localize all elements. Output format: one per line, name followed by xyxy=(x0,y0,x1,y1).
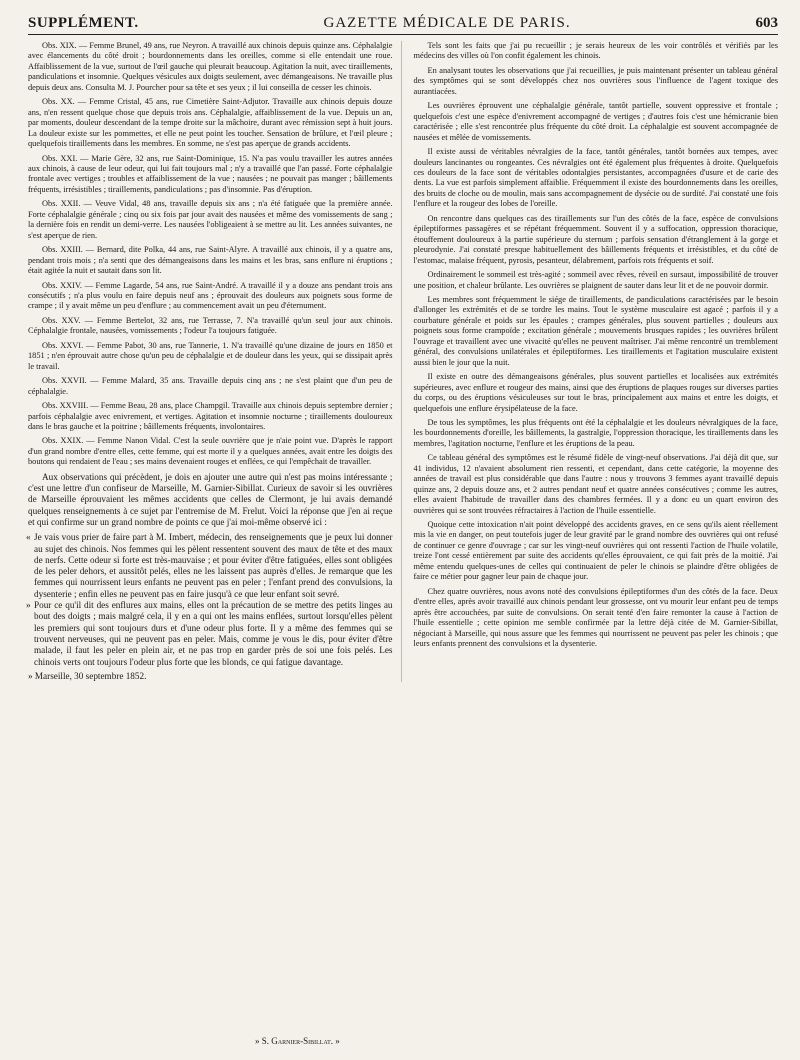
observation-27: Obs. XXVII. — Femme Malard, 35 ans. Travaille depuis cinq ans ; ne s'est plaint que d'un peu de céphalalgie. xyxy=(28,376,393,396)
paragraph-2: En analysant toutes les observations que j'ai recueillies, je puis maintenant présenter un tableau général des symptômes qui se sont développés chez nos ouvrières sous l'influence de l'agent toxique des aurantiacées. xyxy=(413,65,778,96)
paragraph-10: Ce tableau général des symptômes est le résumé fidèle de vingt-neuf observations. J'ai déjà dit que, sur 41 individus, 12 n'avaient absolument rien ressenti, et cependant, dans cette catégorie, la moyenne des années de travail est plus considérable que dans l'autre : nous y trouvons 3 femmes ayant travaillé depuis quinze ans, 2 depuis douze ans, et 2 autres pendant neuf et quatre années consécutives ; comme les autres, elles avaient l'habitude de travailler dans des chambres fermées. Il y a donc eu un quart environ des ouvrières qui se sont trouvées réfractaires à l'action de l'huile essentielle. xyxy=(413,453,778,515)
left-column xyxy=(28,41,402,682)
journal-title: GAZETTE MÉDICALE DE PARIS. xyxy=(323,15,571,31)
letter-intro: Aux observations qui précèdent, je dois en ajouter une autre qui n'est pas moins intéressante ; c'est une lettre d'un confiseur de Marseille, M. Garnier-Sibillat. Curieux de savoir si les ouvrières de Marseille éprouvaient les mêmes accidents que celles de Clermont, je lui avais demandé quelques renseignements à ce sujet par l'entremise de M. Frelut. Voici la réponse que j'en ai reçue et qui confirme sur un grand nombre de points ce que j'ai moi-même observé ici : xyxy=(28,471,393,527)
observation-21: Obs. XXI. — Marie Gère, 32 ans, rue Saint-Dominique, 15. N'a pas voulu travailler les autres années aux chinois, à cause de leur odeur, qui lui fait toujours mal ; n'y a travaillé que l'an passé. Forte céphalalgie frontale avec vertiges ; troubles et affaiblissement de la vue ; nausées ; ne pouvait pas manger ; bâillements fréquents, irrésistibles ; tiraillements, pandiculations ; pas d'insomnie. Pas d'éruption. xyxy=(28,153,393,194)
observation-23: Obs. XXIII. — Bernard, dite Polka, 44 ans, rue Saint-Alyre. A travaillé aux chinois, il y a quatre ans, pendant trois mois ; n'a senti que des démangeaisons dans les mains et les bras, sans enflure ni éruptions ; était agitée la nuit et sautait dans son lit. xyxy=(28,245,393,276)
paragraph-6: Ordinairement le sommeil est très-agité ; sommeil avec rêves, réveil en sursaut, impossibilité de trouver une position, et chaleur brûlante. Les ouvrières se plaignent de sauter dans leur lit et de ne pouvoir dormir. xyxy=(413,270,778,290)
two-column-body xyxy=(28,41,778,682)
section-label: SUPPLÉMENT. xyxy=(28,15,139,31)
observation-26: Obs. XXVI. — Femme Pabot, 30 ans, rue Tannerie, 1. N'a travaillé qu'une dizaine de jours en 1850 et 1851 ; n'en éprouvait autre chose qu'un peu de céphalalgie et de douleur dans les yeux, qui se dissipait après le travail. xyxy=(28,340,393,371)
paragraph-9: De tous les symptômes, les plus fréquents ont été la céphalalgie et les douleurs névralgiques de la face, les bourdonnements d'oreille, les bâillements, la gastralgie, l'oppression thoracique, les tiraillements dans les membres, l'agitation nocturne, l'enflure et les éruptions de la peau. xyxy=(413,417,778,448)
paragraph-3: Les ouvrières éprouvent une céphalalgie générale, tantôt partielle, souvent oppressive et frontale ; quelquefois c'est une espèce d'enivrement accompagné de vertiges ; d'autres fois c'est une hémicranie bien caractérisée ; elle s'est rencontrée plus fréquente du côté droit. La céphalalgie est souvent accompagnée de nausées et mêlée de vomissements. xyxy=(413,101,778,142)
page-number: 603 xyxy=(755,15,778,31)
paragraph-8: Il existe en outre des démangeaisons générales, plus souvent partielles et localisées aux extrémités supérieures, avec enflure et rougeur des mains, ainsi que des éruptions de plaques rouges sur diverses parties du corps, ou des éruptions vésiculeuses sur tout le bras, principalement aux mains et entre les doigts, et quelquefois une enflure érysipélateuse de la face. xyxy=(413,372,778,413)
running-header xyxy=(28,10,778,35)
paragraph-11: Quoique cette intoxication n'ait point développé des accidents graves, en ce sens qu'ils aient réellement mis la vie en danger, on peut toutefois juger de leur gravité par le grand nombre des ouvrières qui ont refusé de continuer ce genre d'ouvrage ; car sur les vingt-neuf ouvrières qui ont ressenti l'action de l'huile volatile, treize l'ont cessé entièrement par suite des accidents qu'elles éprouvaient, ce qui fait près de la moitié. J'ai même entendu quelques-unes de celles qui continuaient de peler le chinois se plaindre d'être obligées de faire ce métier pour gagner leur pain de chaque jour. xyxy=(413,520,778,582)
paragraph-1: Tels sont les faits que j'ai pu recueillir ; je serais heureux de les voir contrôlés et vérifiés par les médecins des villes où l'on confit également les chinois. xyxy=(413,41,778,61)
paragraph-7: Les membres sont fréquemment le siége de tiraillements, de pandiculations caractérisées par le besoin d'allonger les extrémités et de se tordre les mains. Tout le système musculaire est agacé ; parfois il y a courbature générale et poids sur les épaules ; crampes générales, plus souvent partielles ; douleurs aux poignets sous forme crampoïde ; excitation générale ; mouvements brusques rapides ; les ouvrières brûlent l'ouvrage et travaillent avec une vivacité qu'elles ne peuvent maîtriser. J'ai même rencontré un tremblement général, des convulsions unilatérales et épileptiformes. Les tiraillements et l'agitation musculaire existent aussi bien le jour que la nuit. xyxy=(413,294,778,367)
letter-paragraph-2: » Pour ce qu'il dit des enflures aux mains, elles ont la précaution de se mettre des petits linges au bout des doigts ; mais malgré cela, il y en a qui ont les mains enflées, surtout lorsqu'elles pèlent les premiers qui sont toujours durs et d'une odeur plus forte. Il y a même des femmes qui se trouvent nerveuses, qui ne peuvent pas en peler. Mais, comme je vous le dis, pour éviter d'être malade, il faut les peler en plein air, et ne pas trop en garder près de soi une fois pelés. Les chinois verts ont toujours l'odeur plus forte que les blonds, ce qui fatigue davantage. xyxy=(28,600,393,668)
observation-29: Obs. XXIX. — Femme Nanon Vidal. C'est la seule ouvrière que je n'aie point vue. D'après le rapport d'un grand nombre d'entre elles, cette femme, qui est morte il y a quelques années, avait entre les doigts des boutons qui rendaient de l'eau ; ses mains devenaient rouges et enflées, ce qui l'empêchait de travailler. xyxy=(28,436,393,467)
letter-paragraph-1: « Je vais vous prier de faire part à M. Imbert, médecin, des renseignements que je peux lui donner au sujet des chinois. Nos femmes qui les pèlent ressentent souvent des maux de tête et des maux de nerfs. Cette odeur si forte est très-mauvaise ; et pour éviter d'être fatiguées, elles sont obligées de les peler dehors, et aussitôt pelés, elles ne les laissent pas auprès d'elles. Je remarque que les femmes qui nourrissent leurs enfants ne peuvent pas en peler ; l'enfant prend des convulsions, la dysenterie ; enfin elles ne peuvent pas en faire jusqu'à ce que leur enfant soit sevré. xyxy=(28,532,393,600)
right-column xyxy=(414,41,779,682)
letter-dateline xyxy=(28,671,393,682)
letter-signature: » S. Garnier-Sibillat. » xyxy=(255,1036,340,1046)
paragraph-4: Il existe aussi de véritables névralgies de la face, tantôt générales, tantôt bornées aux tempes, avec douleurs lancinantes ou rongeantes. Ces névralgies ont été également plus fréquentes à droite. Quelquefois ces douleurs de la face sont de véritables odontalgies persistantes, accompagnées d'usure et de carie des dents. La vue est parfois simplement affaiblie. Fréquemment il existe des bourdonnements dans les oreilles, des bruits de cloche ou de moulin, mais sans accompagnement de dysécie ou de surdité. J'ai constaté une fois l'enflure et la rougeur des lobes de l'oreille. xyxy=(413,147,778,209)
observation-24: Obs. XXIV. — Femme Lagarde, 54 ans, rue Saint-André. A travaillé il y a douze ans pendant trois ans consécutifs ; n'a plus voulu en faire depuis neuf ans ; éprouvait des douleurs aux poignets sous forme de crampe ; il y avait même un peu d'enflure ; au commencement avait un peu d'éternument. xyxy=(28,280,393,311)
paragraph-12: Chez quatre ouvrières, nous avons noté des convulsions épileptiformes d'un des côtés de la face. Deux d'entre elles, après avoir travaillé aux chinois pendant leur grossesse, ont vu mourir leur enfant peu de temps après être accouchées, par suite de convulsions. On serait tenté d'en faire remonter la cause à l'action de l'huile essentielle ; cette opinion me semble confirmée par la lettre déjà citée de M. Garnier-Sibillat, négociant à Marseille, qui nous assure que les femmes qui nourrissent ne peuvent pas peler les chinois ; que leurs enfants prennent des convulsions et la dysenterie. xyxy=(413,586,778,649)
observation-19: Obs. XIX. — Femme Brunel, 49 ans, rue Neyron. A travaillé aux chinois depuis quinze ans. Céphalalgie avec élancements du côté droit ; bourdonnements dans les oreilles, comme si elle entendait une roue. Affaiblissement de la vue, surtout de l'œil gauche qui pleurait beaucoup. Agitation la nuit, avec tiraillements, pandiculations et insomnie. Quelques vésicules aux doigts seulement, avec démangeaisons. Ne travaille plus depuis deux ans. Consulta M. J. Pourcher pour sa tête et ses yeux ; il lui conseilla de cesser les chinois. xyxy=(28,41,393,92)
observation-22: Obs. XXII. — Veuve Vidal, 48 ans, travaille depuis six ans ; n'a été fatiguée que la première année. Forte céphalalgie générale ; cinq ou six fois par jour avait des nausées et même des vomissements de sang ; la dernière fois en rendit un demi-verre. Les nausées l'obligeaient à se mettre au lit. Les années suivantes, ne s'est aperçue de rien. xyxy=(28,199,393,240)
letter-date: » Marseille, 30 septembre 1852. xyxy=(28,670,147,681)
observation-20: Obs. XX. — Femme Cristal, 45 ans, rue Cimetière Saint-Adjutor. Travaille aux chinois depuis douze ans, n'en ressent quelque chose que depuis trois ans. Céphalalgie, affaiblissement de la vue. Depuis un an, par moments, douleur descendant de la tempe droite sur la mâchoire, durant avec rémission sept à huit jours. La douleur existe sur les pommettes, et elle ne peut point les toucher. Sensation de brûlure, et l'œil pleure ; quelquefois tiraillements dans les membres. En somme, ne s'est pas aperçue de grands accidents. xyxy=(28,97,393,149)
quoted-letter xyxy=(28,532,393,668)
paragraph-5: On rencontre dans quelques cas des tiraillements sur l'un des côtés de la face, espèce de convulsions épileptiformes passagères et se répétant fréquemment. Souvent il y a suffocation, oppression thoracique, étouffement douloureux à la partie supérieure du sternum ; parfois sensation d'étranglement à la gorge et pleurodynie. J'ai constaté presque habituellement des bâillements fréquents et irrésistibles, et du côté de l'estomac, malaise fréquent, pyrosis, pesanteur, délabrement, parfois rots fréquents et soif. xyxy=(413,213,778,265)
observation-28: Obs. XXVIII. — Femme Beau, 28 ans, place Champgil. Travaille aux chinois depuis septembre dernier ; parfois céphalalgie avec enivrement, et vertiges. Agitation et insomnie nocturne ; tiraillements douloureux dans le bras gauche et la poitrine ; bâillements fréquents, involontaires. xyxy=(28,401,393,431)
observation-25: Obs. XXV. — Femme Bertelot, 32 ans, rue Terrasse, 7. N'a travaillé qu'un seul jour aux chinois. Céphalalgie frontale, nausées, vomissements ; l'odeur l'a toujours fatiguée. xyxy=(28,315,393,336)
